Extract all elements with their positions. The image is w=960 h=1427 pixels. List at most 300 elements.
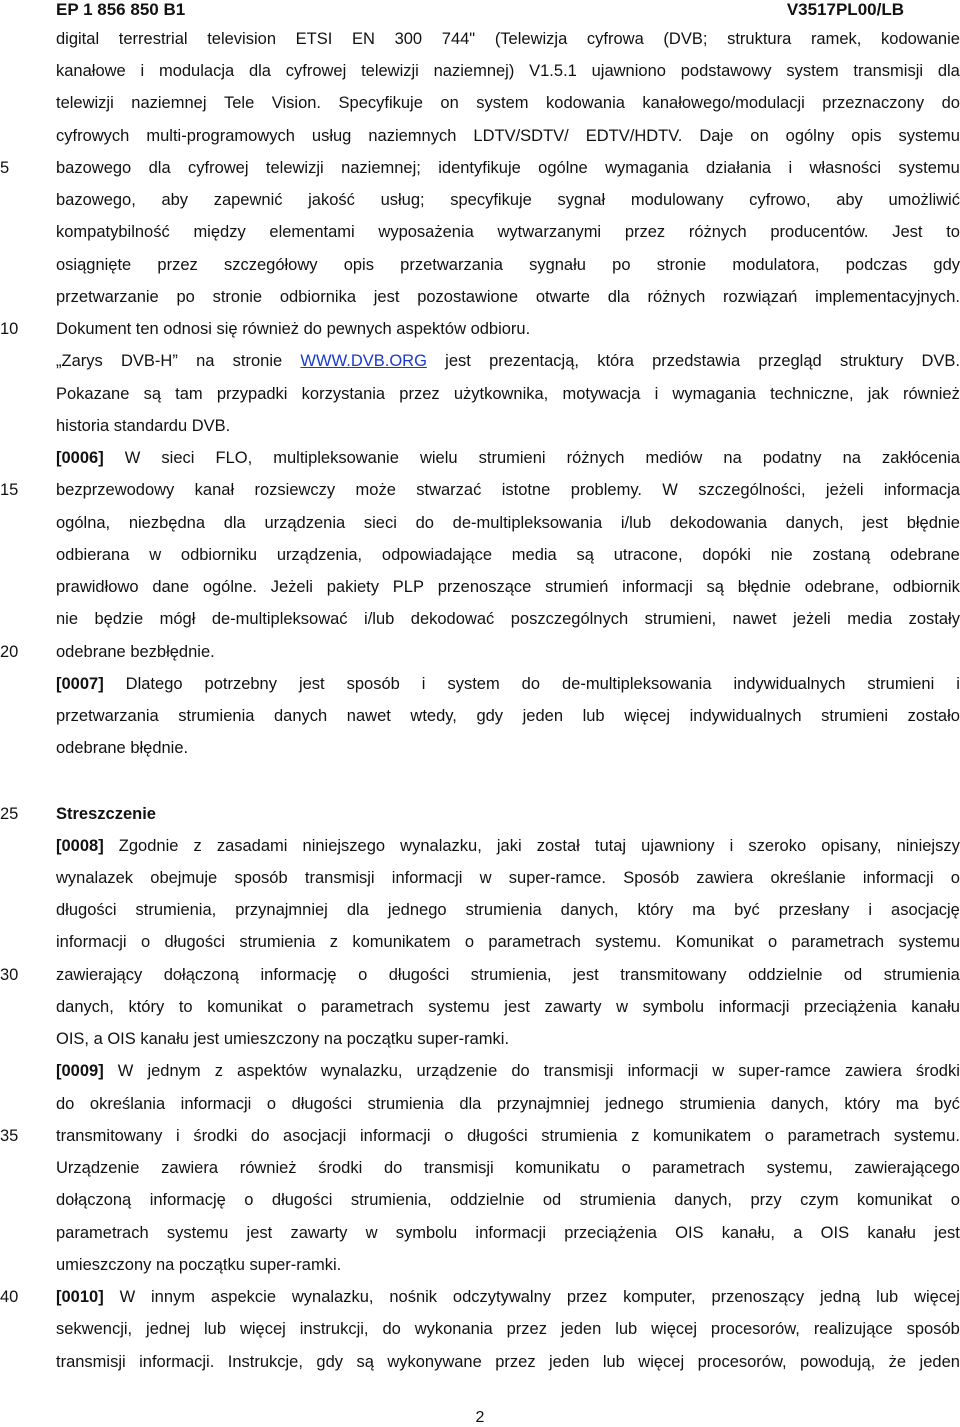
word: o	[140, 933, 151, 951]
word: W	[119, 1288, 136, 1306]
word: indywidualnych	[733, 675, 846, 693]
word: identyfikuje	[438, 159, 521, 177]
line-text: historia standardu DVB.	[56, 417, 231, 435]
word: użytkownika,	[453, 385, 549, 403]
word: strumienia	[679, 1095, 756, 1113]
word: i	[956, 675, 960, 693]
word: jednego	[387, 901, 447, 919]
word: są	[143, 385, 161, 403]
word: czym	[800, 1191, 839, 1209]
word: Instrukcje,	[227, 1353, 303, 1371]
word: która	[597, 352, 634, 370]
word: dla	[459, 1095, 482, 1113]
word: kanału	[911, 998, 960, 1016]
word: długości	[164, 933, 225, 951]
word: i	[868, 901, 873, 919]
word: strumienia,	[470, 966, 552, 984]
word: gdy	[476, 707, 504, 725]
word: telewizji	[361, 62, 419, 80]
word: DVB.	[921, 352, 960, 370]
word: naziemnej	[131, 94, 207, 112]
word: [0006]	[56, 449, 104, 467]
text-line	[56, 410, 960, 442]
word: strumienia	[579, 1191, 656, 1209]
word: systemu,	[766, 1159, 833, 1177]
word: różnych	[688, 223, 747, 241]
word: komunikatu	[515, 1159, 600, 1177]
text-line	[56, 313, 960, 345]
heading-text: Streszczenie	[56, 805, 156, 823]
text-line	[56, 959, 960, 991]
word: dekodować	[410, 610, 495, 628]
word: system	[447, 675, 500, 693]
word: szeroko	[748, 837, 807, 855]
word: długości	[388, 966, 450, 984]
word: systemu.	[893, 1127, 960, 1145]
word: i	[140, 62, 145, 80]
word: aby	[161, 191, 189, 209]
word: bazowego	[56, 159, 132, 177]
word: rozsiewczy	[254, 481, 336, 499]
word: i/lub	[620, 514, 652, 532]
word: parametrach	[791, 933, 885, 951]
text-line	[56, 120, 960, 152]
word: ma	[895, 1095, 919, 1113]
word: stronie	[656, 256, 707, 274]
word: są	[576, 546, 594, 564]
word: informacji	[475, 1224, 547, 1242]
word: przynajmniej	[496, 1095, 590, 1113]
word: jest	[445, 352, 471, 370]
word: rozwiązań	[723, 288, 798, 306]
word: został	[536, 837, 580, 855]
text-line	[56, 55, 960, 87]
word: informacji	[180, 1095, 252, 1113]
word: realizujące	[813, 1320, 893, 1338]
word: lub	[876, 1288, 899, 1306]
word: indywidualnych	[689, 707, 802, 725]
word: przez	[566, 1288, 608, 1306]
word: Daje	[699, 127, 734, 145]
word: „Zarys	[56, 352, 103, 370]
line-number: 40	[0, 1288, 19, 1306]
word: być	[734, 901, 760, 919]
word: długości	[291, 1095, 353, 1113]
word: systemu	[428, 998, 490, 1016]
word: również	[239, 1159, 297, 1177]
word: o	[444, 1127, 454, 1145]
word: przez	[399, 385, 440, 403]
line-number: 30	[0, 966, 19, 984]
word: niezbędna	[128, 514, 205, 532]
word: ogólny	[785, 127, 835, 145]
text-line	[56, 830, 960, 862]
word: multipleksowanie	[273, 449, 399, 467]
word: techniczne,	[770, 385, 854, 403]
word: parametrach	[56, 1224, 149, 1242]
word: strumień	[545, 578, 609, 596]
word: informacji	[56, 933, 127, 951]
word: modulatora,	[732, 256, 820, 274]
word: naziemnej;	[341, 159, 421, 177]
word: asocjację	[891, 901, 960, 919]
word: strumieni	[821, 707, 889, 725]
word: na	[723, 449, 742, 467]
word: super-ramce	[738, 1062, 831, 1080]
word: Jest	[892, 223, 923, 241]
patent-number: EP 1 856 850 B1	[56, 0, 186, 19]
word: system	[476, 94, 529, 112]
word: Komunikat	[675, 933, 754, 951]
word: szczegółowy	[223, 256, 318, 274]
text-line	[56, 1346, 960, 1378]
word: dołączoną	[163, 966, 239, 984]
word: stronie	[232, 352, 283, 370]
word: to	[178, 998, 193, 1016]
word: do	[383, 1159, 403, 1177]
word: informacji	[622, 578, 693, 596]
word: więcej	[239, 1320, 286, 1338]
word: do	[251, 1127, 270, 1145]
word: niniejszy	[896, 837, 960, 855]
word: o	[950, 1191, 960, 1209]
word: na	[842, 449, 861, 467]
word: długości	[56, 901, 117, 919]
word: zawierającego	[854, 1159, 960, 1177]
word: on	[440, 94, 459, 112]
word: dołączoną	[56, 1191, 132, 1209]
word: pakiety	[326, 578, 379, 596]
word: o	[244, 1191, 254, 1209]
text-line	[56, 1055, 960, 1087]
word: o	[950, 869, 960, 887]
word: transmisji	[424, 1159, 494, 1177]
word: informacji	[862, 869, 934, 887]
word: strumieni	[478, 449, 546, 467]
word: poszczególnych	[510, 610, 629, 628]
word: otwarte	[535, 288, 590, 306]
word: wymagania	[672, 385, 756, 403]
word: po	[612, 256, 631, 274]
word: modulacja	[158, 62, 235, 80]
word: zawierający	[56, 966, 143, 984]
word: modulowany	[630, 191, 724, 209]
word: nie	[56, 610, 79, 628]
word: OIS	[675, 1224, 704, 1242]
word: ujawniony	[641, 837, 715, 855]
text-line	[56, 1313, 960, 1345]
word: korzystania	[301, 385, 386, 403]
word: procesorów,	[697, 1353, 787, 1371]
word: struktury	[839, 352, 904, 370]
text-line	[56, 23, 960, 55]
word: jaki	[496, 837, 522, 855]
word: kodowania	[546, 94, 625, 112]
text-line	[56, 926, 960, 958]
word: przypadki	[216, 385, 288, 403]
word: ogólne	[538, 159, 588, 177]
word: odebrane,	[804, 578, 880, 596]
word: wtedy,	[410, 707, 457, 725]
word: być	[934, 1095, 960, 1113]
word: podatny	[762, 449, 822, 467]
text-line	[56, 378, 960, 410]
word: jednej	[146, 1320, 191, 1338]
word: podstawowy	[680, 62, 772, 80]
word: jest	[246, 1224, 273, 1242]
word: szczególności,	[698, 481, 806, 499]
text-line	[56, 1249, 960, 1281]
word: zakłócenia	[882, 449, 960, 467]
word: Specyfikuje	[338, 94, 423, 112]
text-line	[56, 184, 960, 216]
word: de-multipleksować	[211, 610, 348, 628]
word: do	[56, 1095, 75, 1113]
word: niniejszego	[302, 837, 386, 855]
word: Urządzenie	[56, 1159, 140, 1177]
word: o	[297, 998, 307, 1016]
word: wyposażenia	[378, 223, 474, 241]
word: strumienia	[541, 1127, 618, 1145]
word: przesłany	[778, 901, 850, 919]
page-number: 2	[475, 1409, 485, 1426]
word: 300	[394, 30, 423, 48]
word: umożliwić	[888, 191, 960, 209]
text-line	[56, 1152, 960, 1184]
word: V1.5.1	[529, 62, 577, 80]
word: opis	[343, 256, 374, 274]
word: w	[365, 1224, 378, 1242]
word: z	[631, 1127, 640, 1145]
word: zawarty	[290, 1224, 348, 1242]
word: strumienia	[883, 966, 960, 984]
word: o	[464, 933, 474, 951]
word: i	[729, 837, 734, 855]
word: jest	[862, 514, 888, 532]
word: oddzielnie	[748, 966, 823, 984]
word: systemu	[898, 933, 960, 951]
word: television	[207, 30, 276, 48]
word: odebrane	[890, 546, 960, 564]
word: informacji	[391, 869, 463, 887]
word: Vision.	[271, 94, 322, 112]
line-number: 5	[0, 159, 10, 177]
word: symbolu	[642, 998, 705, 1016]
word: urządzenia,	[276, 546, 363, 564]
line-text: odebrane błędnie.	[56, 739, 189, 757]
word: przetwarzania	[400, 256, 503, 274]
word: przeznaczony	[822, 94, 925, 112]
word: długości	[467, 1127, 528, 1145]
word: on	[750, 127, 769, 145]
word: przenoszący	[711, 1288, 805, 1306]
word: de-multipleksowania	[562, 675, 712, 693]
word: aspektów	[237, 1062, 307, 1080]
word: przez	[624, 223, 666, 241]
word: multi-programowych	[146, 127, 295, 145]
word: W	[117, 1062, 134, 1080]
word: systemu	[898, 159, 960, 177]
word: wymagania	[605, 159, 689, 177]
text-line	[56, 345, 960, 377]
word: odbiornik	[892, 578, 960, 596]
word: różnych	[647, 288, 706, 306]
word: urządzenia	[264, 514, 346, 532]
text-line	[56, 571, 960, 603]
word: (DVB;	[663, 30, 708, 48]
word: przez	[495, 1353, 536, 1371]
line-text: umieszczony na początku super-ramki.	[56, 1256, 342, 1274]
word: i	[788, 159, 793, 177]
word: więcej	[914, 1288, 960, 1306]
word: wynalazek	[56, 869, 134, 887]
word: cyfrowa	[586, 30, 644, 48]
line-number: 35	[0, 1127, 19, 1145]
word: wynalazku,	[320, 1062, 403, 1080]
word: zostały	[908, 610, 960, 628]
word: dopóki	[702, 546, 751, 564]
word: parametrach	[488, 933, 581, 951]
word: gdy	[316, 1353, 343, 1371]
word: ETSI	[295, 30, 333, 48]
word: informacja	[883, 481, 960, 499]
word: ma	[692, 901, 716, 919]
word: wielu	[419, 449, 458, 467]
word: od	[542, 1191, 562, 1209]
word: strumieni,	[644, 610, 717, 628]
word: jeżeli	[793, 610, 831, 628]
text-line	[56, 1120, 960, 1152]
text-line	[56, 1088, 960, 1120]
word: danych,	[785, 514, 844, 532]
word: błędnie	[737, 578, 791, 596]
word: przenoszące	[437, 578, 532, 596]
word: również	[902, 385, 960, 403]
word: więcej	[638, 1353, 685, 1371]
word: producentów.	[770, 223, 869, 241]
word: działania	[705, 159, 772, 177]
word: kanału,	[721, 1224, 776, 1242]
word: danych,	[771, 1095, 829, 1113]
word: istotne	[501, 481, 551, 499]
word: transmisji	[853, 62, 924, 80]
word: systemu.	[595, 933, 662, 951]
word: odbiorniku	[180, 546, 258, 564]
word: odczytywalny	[452, 1288, 552, 1306]
word: strumienia,	[350, 1191, 432, 1209]
dvb-link[interactable]: WWW.DVB.ORG	[300, 352, 427, 370]
word: dla	[223, 514, 246, 532]
word: zasadami	[216, 837, 288, 855]
word: transmisji	[56, 1353, 126, 1371]
line-text: odebrane bezbłędnie.	[56, 643, 215, 661]
word: dla	[148, 159, 171, 177]
text-line	[56, 1281, 960, 1313]
text-line	[56, 216, 960, 248]
word: określania	[89, 1095, 166, 1113]
word: z	[193, 837, 202, 855]
word: o	[764, 1127, 774, 1145]
word: pozostawione	[417, 288, 519, 306]
word: przegląd	[758, 352, 822, 370]
word: nie	[770, 546, 793, 564]
word: strumieni	[867, 675, 935, 693]
word: danych,	[674, 1191, 733, 1209]
word: Zgodnie	[118, 837, 179, 855]
word: i/lub	[364, 610, 395, 628]
word: naziemnych	[368, 127, 457, 145]
word: W	[124, 449, 141, 467]
word: strumienia	[239, 933, 316, 951]
word: jest	[504, 998, 530, 1016]
word: więcej	[624, 707, 671, 725]
word: system	[786, 62, 839, 80]
word: jak	[867, 385, 889, 403]
text-line	[56, 281, 960, 313]
word: kanałowego/modulacji	[642, 94, 805, 112]
word: transmitowany	[56, 1127, 163, 1145]
word: są	[706, 578, 724, 596]
word: transmitowany	[620, 966, 727, 984]
word: parametrach	[652, 1159, 745, 1177]
word: kanału	[867, 1224, 916, 1242]
word: osiągnięte	[56, 256, 132, 274]
text-line	[56, 442, 960, 474]
word: do	[415, 514, 434, 532]
word: od	[843, 966, 863, 984]
word: zostało	[907, 707, 960, 725]
word: jest	[573, 966, 599, 984]
word: systemu	[898, 127, 960, 145]
word: który	[637, 901, 674, 919]
word: jakość	[308, 191, 355, 209]
word: dla	[248, 62, 271, 80]
word: jeżeli	[825, 481, 864, 499]
word: digital	[56, 30, 100, 48]
word: odbierana	[56, 546, 130, 564]
text-line	[56, 668, 960, 700]
word: mediów	[645, 449, 703, 467]
word: parametrach	[787, 1127, 881, 1145]
word: wynalazku,	[400, 837, 482, 855]
word: z	[214, 1062, 223, 1080]
text-line	[56, 1184, 960, 1216]
word: super-ramce.	[508, 869, 606, 887]
word: informacji	[718, 998, 790, 1016]
word: media	[511, 546, 557, 564]
word: komunikat	[207, 998, 283, 1016]
word: dla	[607, 288, 630, 306]
word: 744"	[441, 30, 476, 48]
word: Dlatego	[125, 675, 183, 693]
word: będzie	[94, 610, 144, 628]
word: zawiera	[696, 869, 754, 887]
word: PLP	[392, 578, 424, 596]
word: więcej	[651, 1320, 697, 1338]
word: odpowiadające	[381, 546, 492, 564]
document-reference: V3517PL00/LB	[786, 0, 904, 19]
word: po	[176, 288, 195, 306]
word: jest	[934, 1224, 960, 1242]
word: media	[847, 610, 893, 628]
word: wytwarzanymi	[497, 223, 602, 241]
word: oddzielnie	[450, 1191, 525, 1209]
text-line	[56, 507, 960, 539]
word: jeden	[549, 1353, 590, 1371]
word: kanałowe	[56, 62, 126, 80]
word: [0007]	[56, 675, 104, 693]
section-heading	[56, 798, 960, 830]
